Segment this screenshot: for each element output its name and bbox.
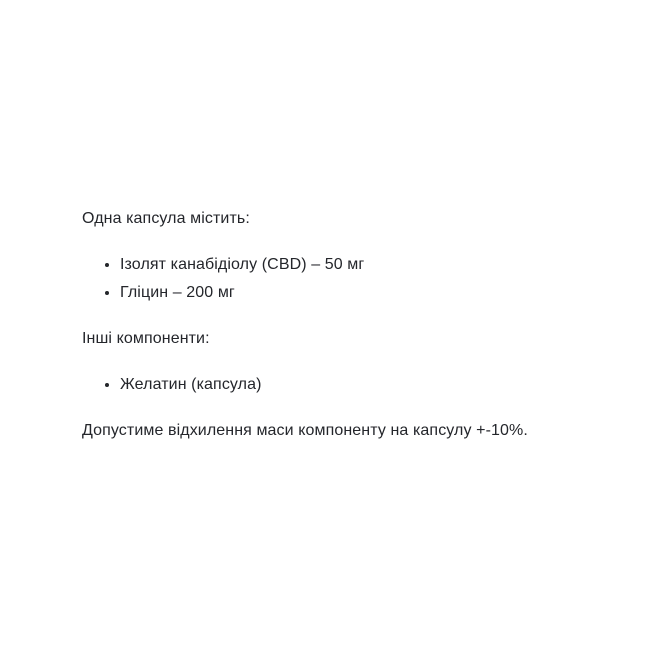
other-components-heading: Інші компоненти: — [82, 330, 210, 347]
ingredient-item-cbd: • Ізолят канабідіолу (CBD) – 50 мг — [120, 251, 582, 279]
composition-section — [82, 205, 582, 445]
other-components-list — [82, 371, 582, 399]
ingredient-item-gelatin: • Желатин (капсула) — [120, 371, 582, 399]
per-capsule-heading: Одна капсула містить: — [82, 210, 250, 227]
deviation-note: Допустиме відхилення маси компоненту на капсулу +-10%. — [82, 422, 528, 439]
active-ingredients-list — [82, 251, 582, 307]
ingredient-item-glycine: • Гліцин – 200 мг — [120, 279, 582, 307]
